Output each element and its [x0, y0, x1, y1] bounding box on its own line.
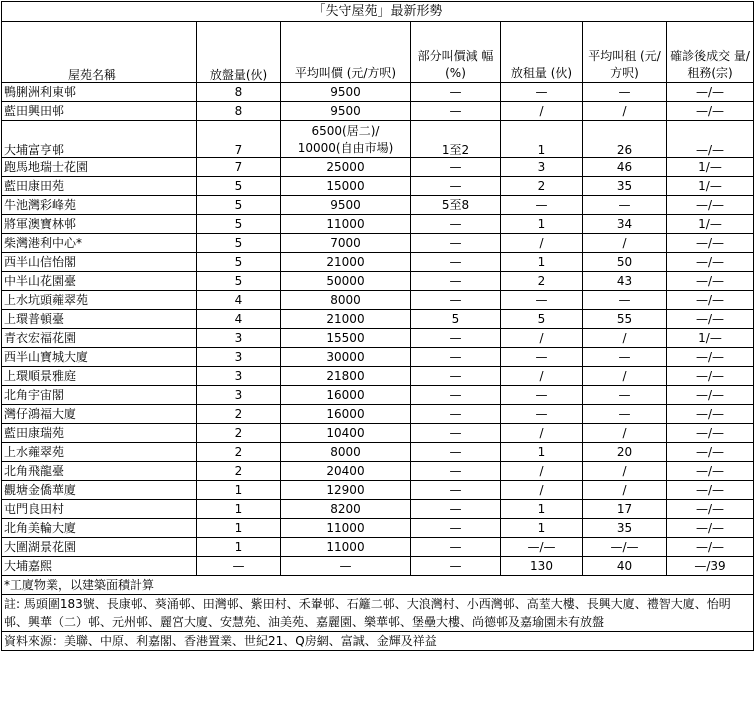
cell-rental: 130	[501, 557, 583, 576]
cell-listings: 1	[197, 538, 281, 557]
table-row	[2, 310, 754, 329]
table-row	[2, 500, 754, 519]
cell-price-cut: —	[411, 557, 501, 576]
cell-listings: 2	[197, 405, 281, 424]
table-row	[2, 215, 754, 234]
unlisted-note: 註: 馬頭圍183號、長康邨、葵涌邨、田灣邨、紫田村、禾輋邨、石籬二邨、大浪灣村、小西灣邨、高荎大樓、長興大廈、禮智大廈、怡明邨、興華（二）邨、元州邨、麗宮大廈、安慧苑、油美苑、嘉麗園、樂華邨、堡壘大樓、尚德邨及嘉瑜園未有放盤	[2, 595, 754, 632]
cell-avg-rent: —	[583, 386, 667, 405]
table-row	[2, 234, 754, 253]
cell-name: 上水坑頭蕹翠苑	[2, 291, 197, 310]
cell-name: 大埔富亨邨	[2, 121, 197, 158]
cell-listings: 3	[197, 367, 281, 386]
header-avg-ask: 平均叫價 (元/方呎)	[281, 22, 411, 83]
header-rental: 放租量 (伙)	[501, 22, 583, 83]
cell-rental: 3	[501, 158, 583, 177]
cell-rental: —	[501, 348, 583, 367]
cell-name: 大埔嘉熙	[2, 557, 197, 576]
cell-name: 藍田興田邨	[2, 102, 197, 121]
cell-deals: —/—	[667, 102, 754, 121]
cell-price-cut: —	[411, 272, 501, 291]
cell-avg-rent: /	[583, 462, 667, 481]
cell-name: 北角飛龍臺	[2, 462, 197, 481]
cell-avg-ask: 15500	[281, 329, 411, 348]
cell-avg-rent: —	[583, 348, 667, 367]
cell-name: 大圍湖景花園	[2, 538, 197, 557]
cell-deals: 1/—	[667, 329, 754, 348]
header-listings: 放盤量(伙)	[197, 22, 281, 83]
cell-avg-ask: 7000	[281, 234, 411, 253]
cell-avg-ask: 20400	[281, 462, 411, 481]
table-row	[2, 424, 754, 443]
cell-rental: —	[501, 291, 583, 310]
cell-deals: —/—	[667, 83, 754, 102]
cell-name: 觀塘金僑華廈	[2, 481, 197, 500]
header-price-cut: 部分叫價減 幅(%)	[411, 22, 501, 83]
table-row	[2, 196, 754, 215]
cell-listings: 8	[197, 102, 281, 121]
cell-deals: —/—	[667, 500, 754, 519]
cell-listings: 5	[197, 253, 281, 272]
cell-name: 跑馬地瑞士花園	[2, 158, 197, 177]
cell-name: 牛池灣彩峰苑	[2, 196, 197, 215]
cell-avg-rent: 34	[583, 215, 667, 234]
cell-listings: —	[197, 557, 281, 576]
cell-listings: 2	[197, 424, 281, 443]
cell-rental: 5	[501, 310, 583, 329]
cell-rental: 1	[501, 253, 583, 272]
property-table	[1, 1, 754, 651]
cell-price-cut: —	[411, 234, 501, 253]
cell-listings: 7	[197, 158, 281, 177]
cell-rental: 2	[501, 272, 583, 291]
header-deals: 確診後成交 量/租務(宗)	[667, 22, 754, 83]
cell-avg-rent: 17	[583, 500, 667, 519]
header-name: 屋苑名稱	[2, 22, 197, 83]
cell-price-cut: 1至2	[411, 121, 501, 158]
cell-deals: —/—	[667, 272, 754, 291]
header-avg-rent: 平均叫租 (元/方呎)	[583, 22, 667, 83]
table-row	[2, 386, 754, 405]
table-row	[2, 291, 754, 310]
cell-avg-rent: —	[583, 405, 667, 424]
cell-avg-rent: /	[583, 329, 667, 348]
cell-avg-ask: 9500	[281, 102, 411, 121]
cell-deals: —/—	[667, 291, 754, 310]
cell-avg-rent: 55	[583, 310, 667, 329]
cell-price-cut: —	[411, 500, 501, 519]
cell-price-cut: —	[411, 177, 501, 196]
cell-deals: 1/—	[667, 177, 754, 196]
cell-name: 柴灣港利中心*	[2, 234, 197, 253]
cell-name: 上環普頓臺	[2, 310, 197, 329]
cell-rental: 1	[501, 215, 583, 234]
cell-name: 西半山寶城大廈	[2, 348, 197, 367]
cell-price-cut: —	[411, 405, 501, 424]
cell-avg-rent: 40	[583, 557, 667, 576]
cell-rental: /	[501, 234, 583, 253]
cell-avg-rent: 50	[583, 253, 667, 272]
cell-avg-ask: 9500	[281, 83, 411, 102]
cell-listings: 2	[197, 462, 281, 481]
cell-listings: 1	[197, 519, 281, 538]
cell-price-cut: —	[411, 519, 501, 538]
cell-deals: —/39	[667, 557, 754, 576]
cell-avg-rent: —/—	[583, 538, 667, 557]
cell-price-cut: —	[411, 462, 501, 481]
cell-avg-rent: —	[583, 83, 667, 102]
cell-avg-rent: 46	[583, 158, 667, 177]
cell-deals: —/—	[667, 310, 754, 329]
cell-deals: —/—	[667, 386, 754, 405]
cell-listings: 3	[197, 386, 281, 405]
cell-price-cut: —	[411, 329, 501, 348]
cell-avg-rent: 35	[583, 519, 667, 538]
cell-avg-ask: 8200	[281, 500, 411, 519]
table-title: 「失守屋苑」最新形勢	[2, 2, 754, 22]
cell-name: 藍田康田苑	[2, 177, 197, 196]
cell-listings: 1	[197, 481, 281, 500]
cell-avg-ask: 6500(居二)/ 10000(自由市場)	[281, 121, 411, 158]
property-table-container	[1, 1, 753, 651]
cell-avg-rent: 35	[583, 177, 667, 196]
cell-avg-ask: 30000	[281, 348, 411, 367]
cell-name: 藍田康瑞苑	[2, 424, 197, 443]
cell-rental: —/—	[501, 538, 583, 557]
cell-deals: —/—	[667, 253, 754, 272]
cell-price-cut: —	[411, 215, 501, 234]
cell-rental: /	[501, 329, 583, 348]
cell-rental: /	[501, 367, 583, 386]
cell-price-cut: —	[411, 481, 501, 500]
cell-rental: —	[501, 83, 583, 102]
table-row	[2, 177, 754, 196]
cell-rental: /	[501, 462, 583, 481]
table-row	[2, 102, 754, 121]
cell-price-cut: —	[411, 443, 501, 462]
cell-price-cut: —	[411, 424, 501, 443]
cell-listings: 5	[197, 177, 281, 196]
cell-deals: —/—	[667, 367, 754, 386]
cell-listings: 3	[197, 348, 281, 367]
cell-price-cut: 5至8	[411, 196, 501, 215]
cell-avg-rent: 26	[583, 121, 667, 158]
cell-deals: —/—	[667, 462, 754, 481]
cell-avg-ask: 15000	[281, 177, 411, 196]
cell-rental: /	[501, 481, 583, 500]
cell-price-cut: —	[411, 538, 501, 557]
cell-listings: 5	[197, 234, 281, 253]
cell-avg-ask: 8000	[281, 443, 411, 462]
cell-rental: —	[501, 386, 583, 405]
table-row	[2, 158, 754, 177]
cell-avg-ask: 50000	[281, 272, 411, 291]
cell-name: 西半山信怡閣	[2, 253, 197, 272]
cell-avg-rent: /	[583, 367, 667, 386]
cell-avg-ask: 9500	[281, 196, 411, 215]
cell-name: 上水蕹翠苑	[2, 443, 197, 462]
cell-name: 屯門良田村	[2, 500, 197, 519]
table-body	[2, 83, 754, 576]
cell-listings: 5	[197, 215, 281, 234]
source-note: 資料來源：美聯、中原、利嘉閣、香港置業、世紀21、Q房網、富誠、金輝及祥益	[2, 632, 754, 651]
cell-deals: —/—	[667, 405, 754, 424]
cell-rental: —	[501, 405, 583, 424]
table-row	[2, 253, 754, 272]
cell-listings: 7	[197, 121, 281, 158]
table-row	[2, 348, 754, 367]
cell-price-cut: —	[411, 291, 501, 310]
cell-avg-ask: 21000	[281, 253, 411, 272]
cell-name: 將軍澳寶林邨	[2, 215, 197, 234]
cell-listings: 5	[197, 196, 281, 215]
cell-rental: 1	[501, 500, 583, 519]
cell-name: 青衣宏福花園	[2, 329, 197, 348]
footnote: *工廈物業，以建築面積計算	[2, 576, 754, 595]
table-row	[2, 272, 754, 291]
cell-price-cut: —	[411, 386, 501, 405]
table-row	[2, 405, 754, 424]
cell-listings: 2	[197, 443, 281, 462]
cell-deals: —/—	[667, 443, 754, 462]
cell-listings: 3	[197, 329, 281, 348]
cell-name: 北角宇宙閣	[2, 386, 197, 405]
cell-deals: —/—	[667, 121, 754, 158]
cell-avg-ask: 8000	[281, 291, 411, 310]
cell-price-cut: 5	[411, 310, 501, 329]
cell-avg-rent: /	[583, 102, 667, 121]
table-row	[2, 557, 754, 576]
cell-avg-rent: —	[583, 196, 667, 215]
cell-rental: —	[501, 196, 583, 215]
cell-avg-ask: —	[281, 557, 411, 576]
cell-listings: 5	[197, 272, 281, 291]
table-row	[2, 462, 754, 481]
cell-rental: 2	[501, 177, 583, 196]
cell-deals: 1/—	[667, 215, 754, 234]
cell-avg-ask: 21800	[281, 367, 411, 386]
table-row	[2, 367, 754, 386]
cell-deals: 1/—	[667, 158, 754, 177]
cell-avg-ask: 21000	[281, 310, 411, 329]
cell-deals: —/—	[667, 538, 754, 557]
cell-avg-ask: 12900	[281, 481, 411, 500]
cell-avg-ask: 10400	[281, 424, 411, 443]
cell-name: 北角美輪大廈	[2, 519, 197, 538]
cell-listings: 8	[197, 83, 281, 102]
cell-avg-rent: /	[583, 234, 667, 253]
cell-avg-rent: 20	[583, 443, 667, 462]
table-row	[2, 121, 754, 158]
cell-deals: —/—	[667, 424, 754, 443]
cell-avg-rent: 43	[583, 272, 667, 291]
cell-rental: 1	[501, 443, 583, 462]
cell-price-cut: —	[411, 83, 501, 102]
cell-listings: 4	[197, 310, 281, 329]
cell-avg-ask: 11000	[281, 215, 411, 234]
cell-avg-rent: —	[583, 291, 667, 310]
cell-avg-ask: 11000	[281, 538, 411, 557]
cell-rental: 1	[501, 121, 583, 158]
cell-listings: 4	[197, 291, 281, 310]
table-row	[2, 83, 754, 102]
table-row	[2, 443, 754, 462]
cell-avg-ask: 16000	[281, 405, 411, 424]
cell-deals: —/—	[667, 234, 754, 253]
cell-deals: —/—	[667, 481, 754, 500]
cell-deals: —/—	[667, 348, 754, 367]
cell-price-cut: —	[411, 253, 501, 272]
cell-rental: /	[501, 102, 583, 121]
table-row	[2, 481, 754, 500]
cell-avg-rent: /	[583, 424, 667, 443]
cell-price-cut: —	[411, 158, 501, 177]
table-row	[2, 519, 754, 538]
cell-avg-ask: 25000	[281, 158, 411, 177]
cell-listings: 1	[197, 500, 281, 519]
cell-rental: /	[501, 424, 583, 443]
table-row	[2, 329, 754, 348]
cell-avg-rent: /	[583, 481, 667, 500]
cell-name: 上環順景雅庭	[2, 367, 197, 386]
cell-name: 灣仔鴻福大廈	[2, 405, 197, 424]
cell-price-cut: —	[411, 348, 501, 367]
cell-deals: —/—	[667, 519, 754, 538]
cell-rental: 1	[501, 519, 583, 538]
cell-name: 中半山花園臺	[2, 272, 197, 291]
cell-avg-ask: 16000	[281, 386, 411, 405]
cell-deals: —/—	[667, 196, 754, 215]
cell-price-cut: —	[411, 367, 501, 386]
table-row	[2, 538, 754, 557]
cell-name: 鴨脷洲利東邨	[2, 83, 197, 102]
cell-price-cut: —	[411, 102, 501, 121]
cell-avg-ask: 11000	[281, 519, 411, 538]
